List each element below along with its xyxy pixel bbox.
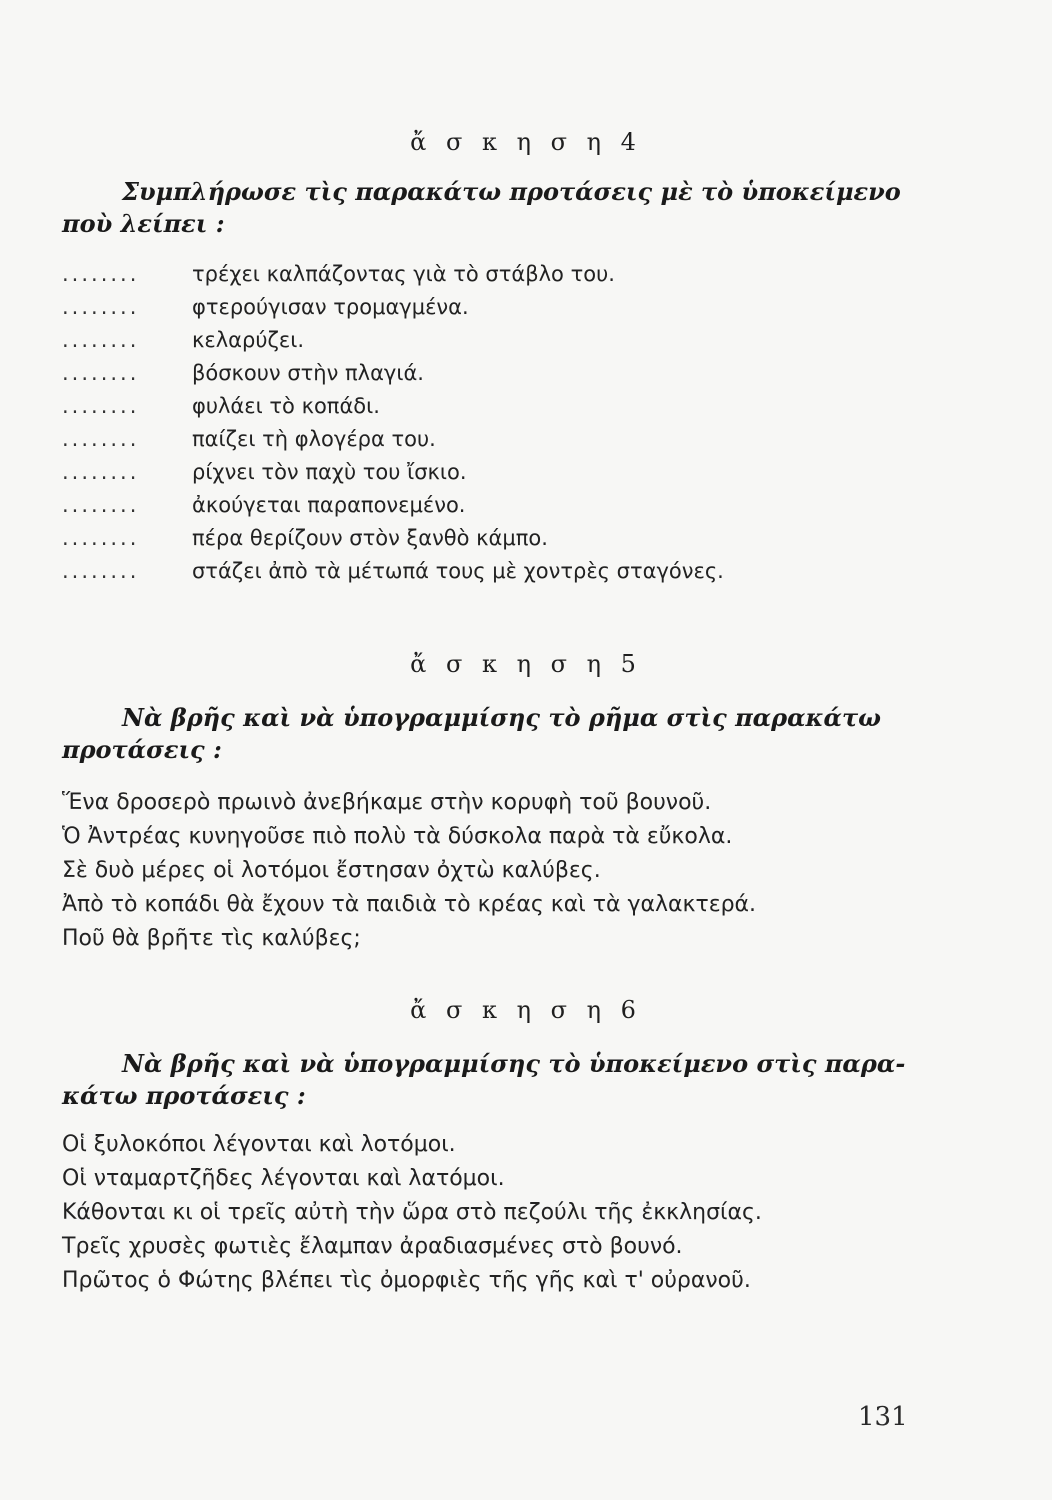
exercise-6-instructions (62, 1048, 912, 1112)
exercise-6-sentence-list (62, 1128, 962, 1298)
fill-in-text: παίζει τὴ φλογέρα του. (192, 427, 436, 451)
fill-in-text: τρέχει καλπάζοντας γιὰ τὸ στάβλο του. (192, 262, 615, 286)
exercise-4-heading: ἄ σ κ η σ η 4 (410, 128, 642, 156)
sentence: Ποῦ θὰ βρῆτε τὶς καλύβες; (62, 926, 361, 951)
fill-in-line (62, 555, 962, 588)
exercise-5-heading: ἄ σ κ η σ η 5 (410, 650, 642, 678)
blank-dots: ........ (62, 526, 140, 550)
blank-dots: ........ (62, 559, 140, 583)
sentence: Ὁ Ἀντρέας κυνηγοῦσε πιὸ πολὺ τὰ δύσκολα παρὰ τὰ εὔκολα. (62, 824, 733, 849)
exercise-6-heading: ἄ σ κ η σ η 6 (410, 996, 642, 1024)
sentence: Οἱ ξυλοκόποι λέγονται καὶ λοτόμοι. (62, 1132, 456, 1157)
blank-dots: ........ (62, 493, 140, 517)
fill-in-line (62, 291, 962, 324)
blank-dots: ........ (62, 460, 140, 484)
sentence: Ἀπὸ τὸ κοπάδι θὰ ἔχουν τὰ παιδιὰ τὸ κρέας καὶ τὰ γαλακτερά. (62, 892, 757, 917)
exercise-6-instructions-line-1: Νὰ βρῆς καὶ νὰ ὑπογραμμίσης τὸ ὑποκείμενο στὶς παρα- (122, 1049, 906, 1078)
exercise-5-instructions-line-1: Νὰ βρῆς καὶ νὰ ὑπογραμμίσης τὸ ρῆμα στὶς παρακάτω (122, 703, 881, 732)
sentence: Τρεῖς χρυσὲς φωτιὲς ἔλαμπαν ἀραδιασμένες στὸ βουνό. (62, 1234, 683, 1259)
exercise-4-fill-in-list (62, 258, 962, 588)
fill-in-line (62, 522, 962, 555)
fill-in-line (62, 357, 962, 390)
blank-dots: ........ (62, 328, 140, 352)
fill-in-text: φυλάει τὸ κοπάδι. (192, 394, 380, 418)
exercise-4-instructions-line-2: ποὺ λείπει : (62, 209, 225, 238)
fill-in-text: ἀκούγεται παραπονεμένο. (192, 493, 466, 517)
sentence: Σὲ δυὸ μέρες οἱ λοτόμοι ἔστησαν ὀχτὼ καλύβες. (62, 858, 601, 883)
exercise-5-sentence-list (62, 786, 962, 956)
exercise-5-instructions-line-2: προτάσεις : (62, 735, 222, 764)
fill-in-text: βόσκουν στὴν πλαγιά. (192, 361, 424, 385)
fill-in-line (62, 489, 962, 522)
exercise-5-instructions (62, 702, 912, 766)
fill-in-line (62, 258, 962, 291)
blank-dots: ........ (62, 394, 140, 418)
fill-in-text: ρίχνει τὸν παχὺ του ἴσκιο. (192, 460, 467, 484)
fill-in-text: στάζει ἀπὸ τὰ μέτωπά τους μὲ χοντρὲς σταγόνες. (192, 559, 724, 583)
sentence: Οἱ νταμαρτζῆδες λέγονται καὶ λατόμοι. (62, 1166, 505, 1191)
fill-in-line (62, 324, 962, 357)
fill-in-text: πέρα θερίζουν στὸν ξανθὸ κάμπο. (192, 526, 548, 550)
page-number: 131 (858, 1402, 908, 1432)
fill-in-text: φτερούγισαν τρομαγμένα. (192, 295, 469, 319)
sentence: Κάθονται κι οἱ τρεῖς αὐτὴ τὴν ὥρα στὸ πεζούλι τῆς ἐκκλησίας. (62, 1200, 762, 1225)
exercise-6-instructions-line-2: κάτω προτάσεις : (62, 1081, 306, 1110)
fill-in-line (62, 456, 962, 489)
exercise-4-instructions-line-1: Συμπλήρωσε τὶς παρακάτω προτάσεις μὲ τὸ ὑποκείμενο (122, 177, 901, 206)
fill-in-line (62, 390, 962, 423)
sentence: Πρῶτος ὁ Φώτης βλέπει τὶς ὀμορφιὲς τῆς γῆς καὶ τ' οὐρανοῦ. (62, 1268, 751, 1293)
blank-dots: ........ (62, 427, 140, 451)
blank-dots: ........ (62, 262, 140, 286)
fill-in-text: κελαρύζει. (192, 328, 305, 352)
blank-dots: ........ (62, 295, 140, 319)
blank-dots: ........ (62, 361, 140, 385)
fill-in-line (62, 423, 962, 456)
exercise-4-instructions (62, 176, 912, 240)
sentence: Ἕνα δροσερὸ πρωινὸ ἀνεβήκαμε στὴν κορυφὴ τοῦ βουνοῦ. (62, 790, 712, 815)
